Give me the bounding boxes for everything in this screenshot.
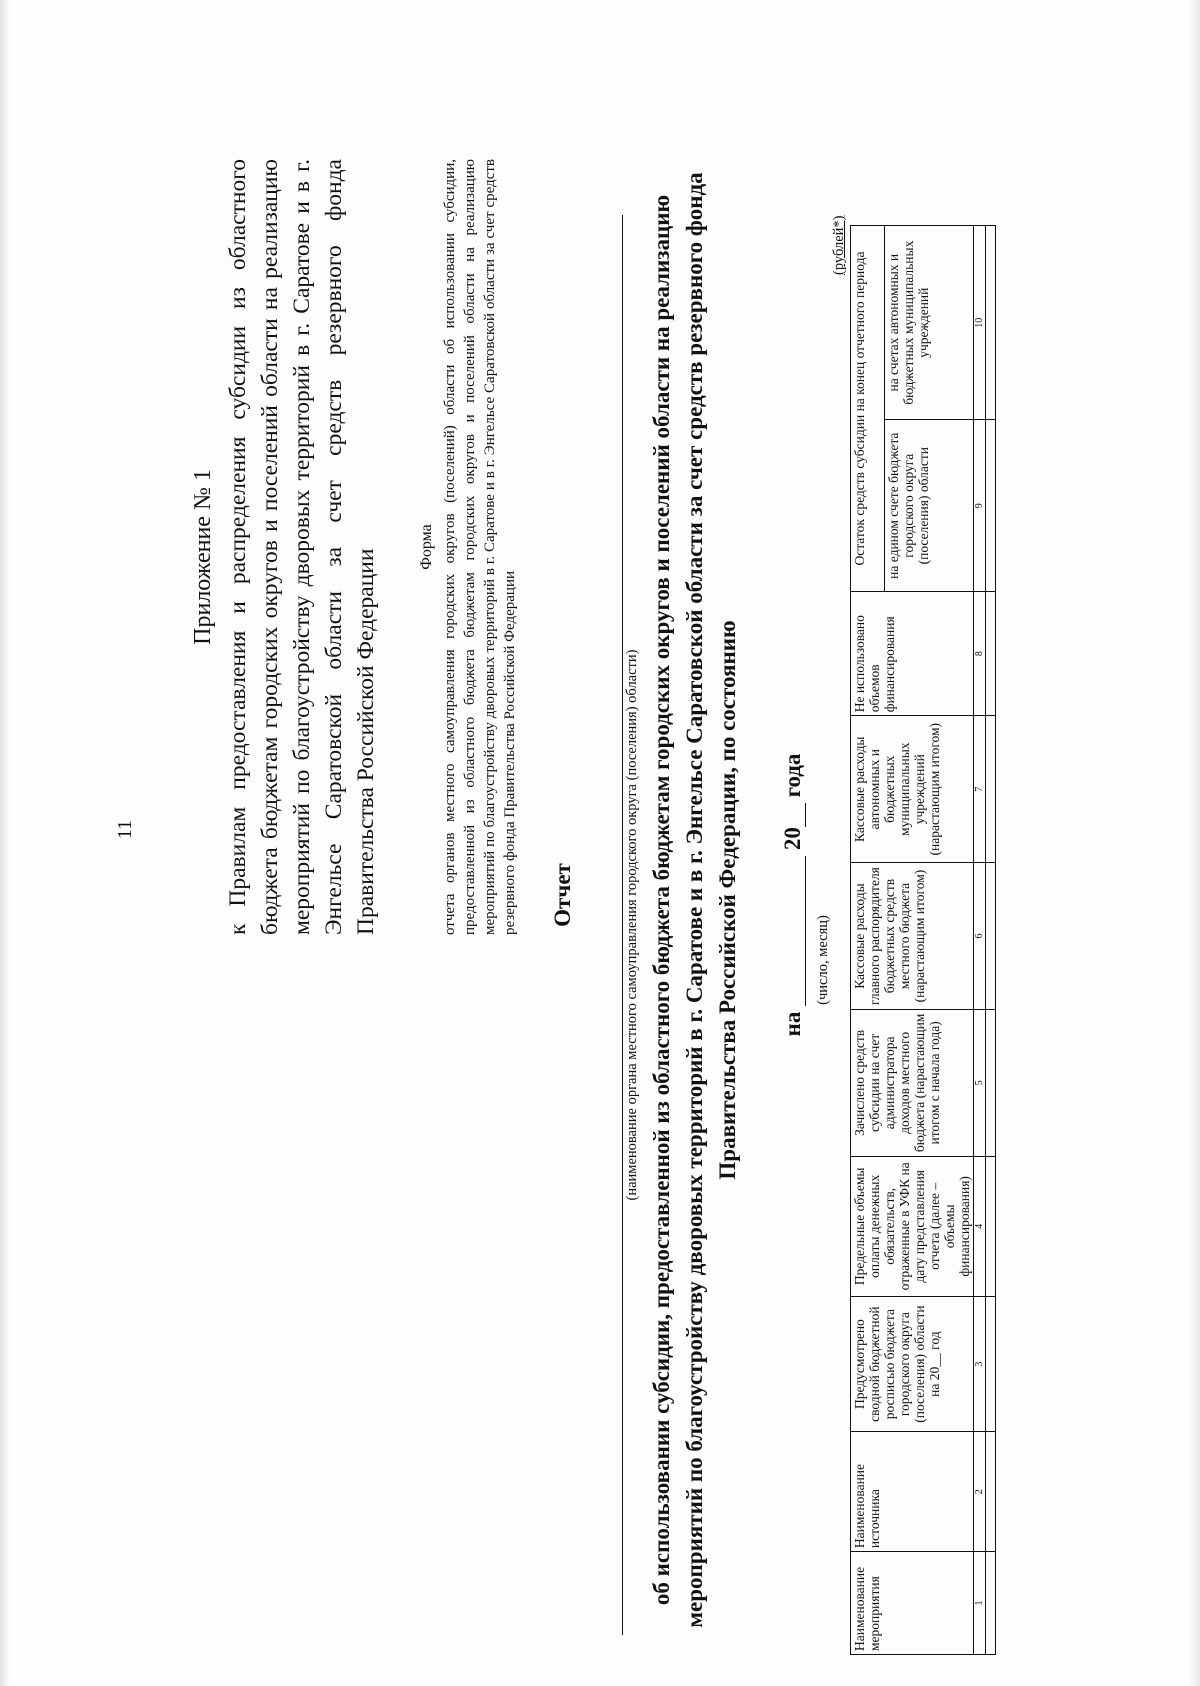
- column-number: 5: [974, 1009, 986, 1156]
- empty-cell: [986, 1552, 996, 1655]
- header-payment-limits: Предельные объемы оплаты денежных обязательств, отраженные в УФК на дату представления отчета (далее – объемы финансирования): [851, 1156, 974, 1296]
- empty-cell: [986, 420, 996, 592]
- report-subtitle: об использовании субсидии, предоставленной из областного бюджета бюджетам городских округов и поселений области на реализацию мероприятий по благоустройству дворовых территорий в г. Саратове и в г. Энгельсе Саратовской области за счет средств резервного фонда Правительства Российской Федерации, по состоянию: [649, 172, 740, 1628]
- date-suffix: года: [780, 753, 805, 798]
- appendix-text: к Правилам предоставления и распределения субсидии из областного бюджета бюджетам городских округов и поселений области на реализацию мероприятий по благоустройству дворовых территорий в г. Саратове и в г. Энгельсе Саратовской области за счет средств резервного фонда Правительства Российской Федерации: [225, 159, 379, 935]
- empty-cell: [986, 1009, 996, 1156]
- report-date-row: [780, 135, 806, 1655]
- report-title: Отчет: [550, 863, 575, 927]
- organization-name-line: [622, 215, 623, 1635]
- column-number: 4: [974, 1156, 986, 1296]
- header-balance-single-account: на едином счете бюджета городского округа (поселения) области: [884, 420, 973, 592]
- appendix-title: Приложение № 1: [190, 469, 216, 645]
- column-number: 10: [974, 226, 986, 420]
- column-number: 6: [974, 863, 986, 1010]
- column-number: 9: [974, 420, 986, 592]
- appendix-block: [190, 159, 520, 1355]
- empty-cell: [986, 1156, 996, 1296]
- column-number: 1: [974, 1552, 986, 1655]
- column-number: 8: [974, 592, 986, 716]
- scan-left-edge: [0, 0, 10, 1686]
- empty-data-row: [986, 226, 996, 1655]
- header-credited-subsidy: Зачислено средств субсидии на счет администратора доходов местного бюджета (нарастающим итогом с начала года): [851, 1009, 974, 1156]
- empty-cell: [986, 1296, 996, 1432]
- header-balance-institution-accounts: на счетах автономных и бюджетных муниципальных учреждений: [884, 226, 973, 420]
- header-planned-budget: Предусмотрено сводной бюджетной росписью бюджета городского округа (поселения) области на 20__ год: [851, 1296, 974, 1432]
- column-number: 3: [974, 1296, 986, 1432]
- header-cash-expenses-main: Кассовые расходы главного распорядителя бюджетных средств местного бюджета (нарастающим итогом): [851, 863, 974, 1010]
- empty-cell: [986, 716, 996, 863]
- column-number: 7: [974, 716, 986, 863]
- form-label: Форма: [418, 524, 435, 570]
- rotated-document-content: [190, 135, 1190, 1655]
- organization-name-caption: (наименование органа местного самоуправления городского округа (поселения) области): [624, 649, 640, 1201]
- column-number-row: [974, 226, 986, 1655]
- units-label: (рублей*): [831, 215, 847, 275]
- header-measure-name: Наименование мероприятия: [851, 1552, 974, 1655]
- header-balance-group: Остаток средств субсидии на конец отчетного периода: [851, 226, 885, 592]
- empty-cell: [986, 226, 996, 420]
- date-caption: (число, месяц): [815, 915, 831, 1005]
- date-year-prefix: 20: [780, 827, 805, 851]
- date-prefix: на: [780, 1011, 805, 1037]
- year-blank-field: [783, 803, 806, 827]
- column-number: 2: [974, 1432, 986, 1552]
- empty-cell: [986, 863, 996, 1010]
- header-source-name: Наименование источника: [851, 1432, 974, 1552]
- empty-cell: [986, 592, 996, 716]
- date-blank-field: [783, 856, 806, 1006]
- page-number: 11: [114, 819, 137, 840]
- header-cash-expenses-institutions: Кассовые расходы автономных и бюджетных муниципальных учреждений (нарастающим итогом): [851, 716, 974, 863]
- form-text: отчета органов местного самоуправления городских округов (поселений) области об использовании субсидии, предоставленной из областного бюджета бюджетам городских округов и поселений области на реализацию мероприятий по благоустройству дворовых территорий в г. Саратове и в г. Энгельсе Саратовской области за счет средств резервного фонда Правительства Российской Федерации: [442, 159, 518, 935]
- report-table: [850, 225, 996, 1655]
- empty-cell: [986, 1432, 996, 1552]
- header-unused-funding: Не использовано объемов финансирования: [851, 592, 974, 716]
- table-header-row: [851, 226, 885, 1655]
